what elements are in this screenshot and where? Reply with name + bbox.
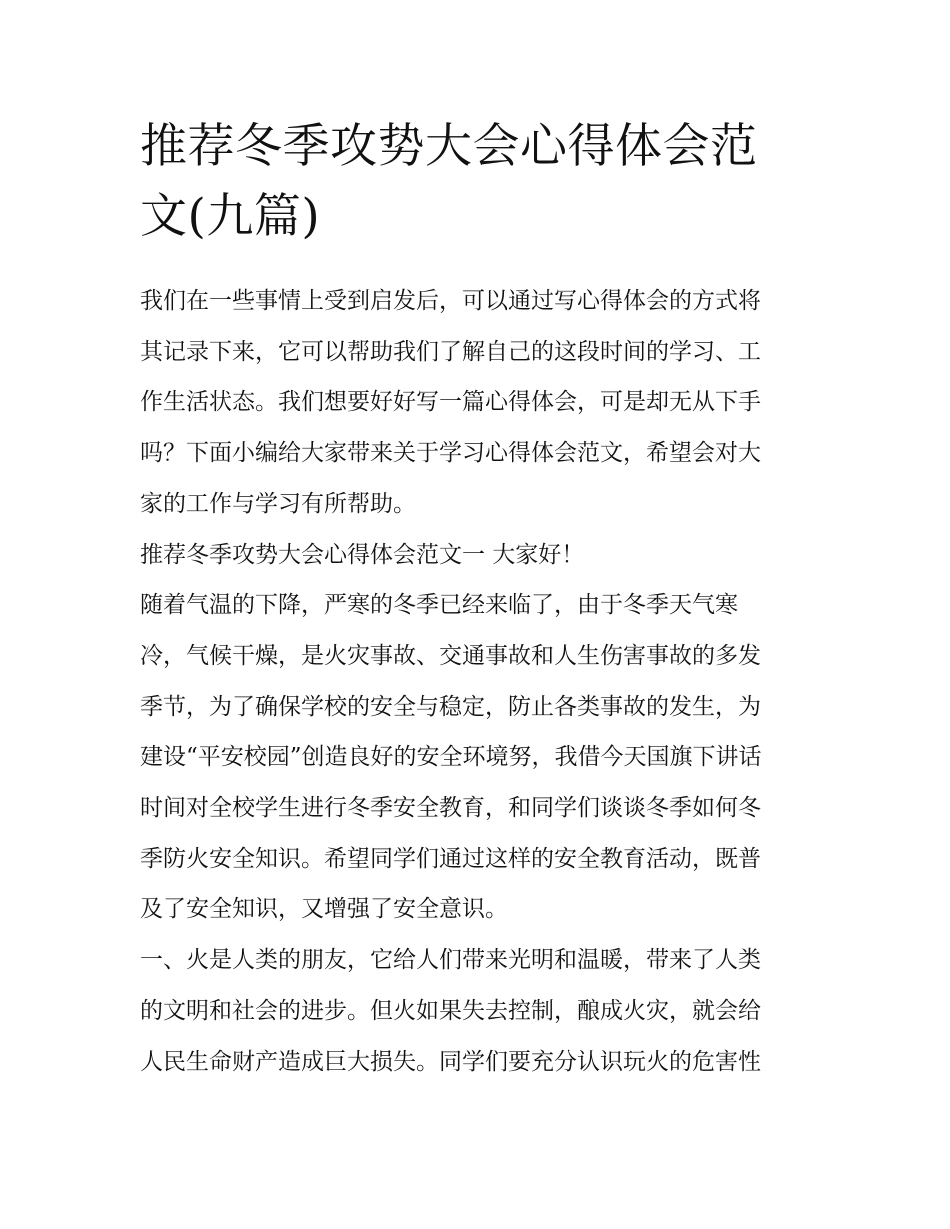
text-line: 冷，气候干燥，是火灾事故、交通事故和人生伤害事故的多发 xyxy=(140,642,761,669)
text-line: 及了安全知识，又增强了安全意识。 xyxy=(140,896,508,923)
intro-paragraph xyxy=(140,276,812,530)
text-line: 季防火安全知识。希望同学们通过这样的安全教育活动，既普 xyxy=(140,845,761,872)
text-line: 的文明和社会的进步。但火如果失去控制，酿成火灾，就会给 xyxy=(140,997,761,1024)
title-line: 推荐冬季攻势大会心得体会范 xyxy=(140,119,758,174)
text-line: 随着气温的下降，严寒的冬季已经来临了，由于冬季天气寒 xyxy=(140,592,738,619)
section-heading-paragraph xyxy=(140,530,812,581)
body-paragraph xyxy=(140,935,812,1087)
text-line: 作生活状态。我们想要好好写一篇心得体会，可是却无从下手 xyxy=(140,389,761,416)
text-line: 人民生命财产造成巨大损失。同学们要充分认识玩火的危害性 xyxy=(140,1048,761,1075)
text-line: 推荐冬季攻势大会心得体会范文一 大家好！ xyxy=(140,541,585,568)
document-content xyxy=(140,112,812,1087)
text-line: 吗？下面小编给大家带来关于学习心得体会范文，希望会对大 xyxy=(140,440,761,467)
text-line: 我们在一些事情上受到启发后，可以通过写心得体会的方式将 xyxy=(140,288,761,314)
title-line: 文(九篇) xyxy=(140,189,321,244)
text-line: 家的工作与学习有所帮助。 xyxy=(140,490,416,517)
text-line: 其记录下来，它可以帮助我们了解自己的这段时间的学习、工 xyxy=(140,338,761,365)
document-body xyxy=(140,276,812,1087)
text-line: 季节，为了确保学校的安全与稳定，防止各类事故的发生，为 xyxy=(140,693,761,720)
body-paragraph xyxy=(140,580,812,935)
text-line: 时间对全校学生进行冬季安全教育，和同学们谈谈冬季如何冬 xyxy=(140,795,761,822)
text-line: 建设“平安校园”创造良好的安全环境努，我借今天国旗下讲话 xyxy=(140,744,762,771)
text-line: 一、火是人类的朋友，它给人们带来光明和温暖，带来了人类 xyxy=(140,947,761,974)
document-title xyxy=(140,112,812,252)
